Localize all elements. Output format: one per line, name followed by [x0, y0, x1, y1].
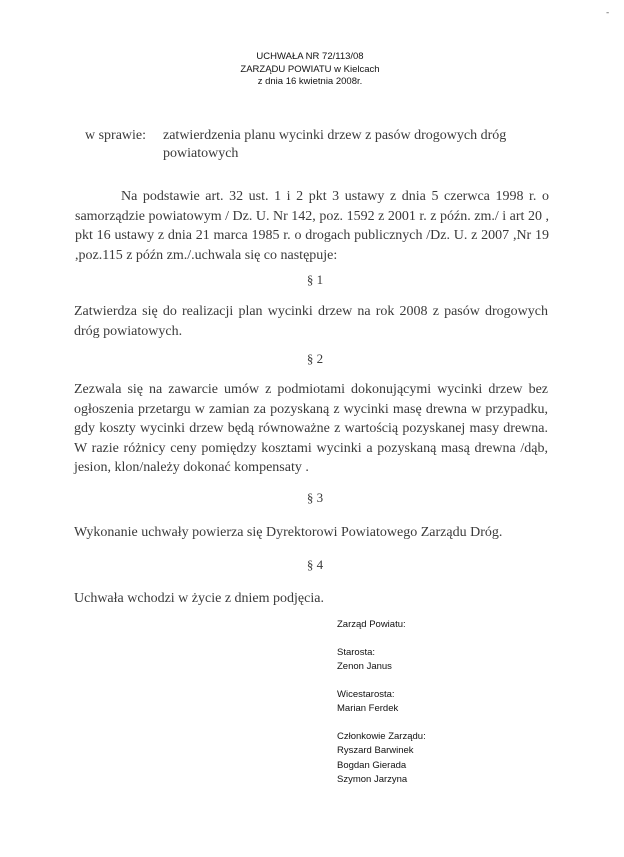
- section-2-sign: § 2: [306, 351, 324, 366]
- subject-label: w sprawie:: [85, 128, 147, 143]
- section-3-text: Wykonanie uchwały powierza się Dyrektorowi Powiatowego Zarządu Dróg.: [74, 525, 503, 540]
- vice-starosta-name: Marian Ferdek: [337, 703, 399, 714]
- page-marker: -: [606, 8, 610, 18]
- legal-basis-paragraph: Na podstawie art. 32 ust. 1 i 2 pkt 3 ustawy z dnia 5 czerwca 1998 r. o samorządzie powiatowym / Dz. U. Nr 142, poz. 1592 z 2001 r. z późn. zm./ i art 20 , pkt 16 ustawy z dnia 21 marca 1985 r. o drogach publicznych /Dz. U. z 2007 ,Nr 19 ,poz.115 z późn zm./.uchwala się co następuje:: [75, 189, 549, 263]
- board-members-title: Członkowie Zarządu:: [337, 730, 426, 742]
- section-1-sign: § 1: [306, 272, 324, 287]
- resolution-header: [180, 51, 440, 89]
- board-member-name: Szymon Jarzyna: [337, 774, 408, 785]
- resolution-number: UCHWAŁA NR 72/113/08: [256, 51, 364, 62]
- issuing-body: ZARZĄDU POWIATU w Kielcach: [240, 63, 380, 75]
- section-1-text: Zatwierdza się do realizacji plan wycinki drzew na rok 2008 z pasów drogowych dróg powiatowych.: [74, 304, 548, 339]
- board-member-name: Ryszard Barwinek: [337, 745, 414, 756]
- section-4-sign: § 4: [306, 557, 324, 572]
- resolution-date: z dnia 16 kwietnia 2008r.: [257, 76, 363, 87]
- subject-text: zatwierdzenia planu wycinki drzew z pasów drogowych dróg powiatowych: [163, 128, 507, 161]
- board-member-name: Bogdan Gierada: [337, 759, 407, 771]
- board-label: Zarząd Powiatu:: [337, 619, 406, 630]
- starosta-title: Starosta:: [337, 646, 376, 658]
- section-2-text: Zezwala się na zawarcie umów z podmiotami dokonującymi wycinki drzew bez ogłoszenia przetargu w zamian za pozyskaną z wycinki masę drewna w przypadku, gdy koszty wycinki drzew będą równoważne z wartością pozyskanej masy drewna. W razie różnicy ceny pomiędzy kosztami wycinki a pozyskaną masą drewna /dąb, jesion, klon/należy dokonać kompensaty .: [74, 382, 548, 475]
- section-4-text: Uchwała wchodzi w życie z dniem podjęcia.: [74, 591, 324, 606]
- section-3-sign: § 3: [306, 490, 324, 505]
- signature-block: [337, 618, 426, 788]
- starosta-name: Zenon Janus: [337, 661, 392, 672]
- vice-starosta-title: Wicestarosta:: [337, 688, 395, 700]
